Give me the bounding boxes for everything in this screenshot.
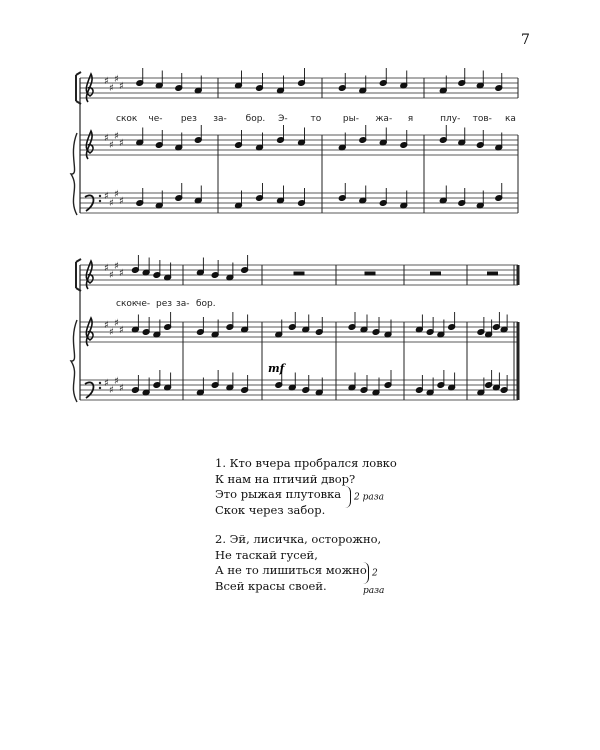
- lyric-syllable: че-: [136, 299, 151, 309]
- whole-rest-icon: [365, 272, 375, 275]
- verse-line: 2. Эй, лисичка, осторожно,: [215, 532, 382, 546]
- whole-rest-icon: [431, 272, 441, 275]
- sharp-icon: ♯: [114, 261, 119, 272]
- lyric-syllable: бор.: [245, 114, 266, 124]
- verse-line: Скок через забор.: [215, 502, 326, 517]
- piano-brace: [71, 133, 77, 215]
- dynamic-marking: mf: [268, 362, 285, 375]
- sharp-icon: ♯: [109, 198, 114, 209]
- lyric-syllable: тов-: [472, 114, 492, 124]
- lyric-syllable: скок: [116, 299, 138, 309]
- sharp-icon: ♯: [104, 320, 109, 331]
- whole-rest-icon: [488, 272, 498, 275]
- sharp-icon: ♯: [114, 131, 119, 142]
- lyric-syllable: плу-: [440, 114, 461, 124]
- verses-block: [215, 456, 397, 608]
- brace-icon: [345, 486, 351, 508]
- bass-clef-dot: [99, 200, 101, 202]
- verse-1: [215, 456, 397, 518]
- lyric-syllable: за-: [213, 114, 227, 124]
- verse-line: 1. Кто вчера пробрался ловко: [215, 456, 397, 470]
- sharp-icon: ♯: [109, 385, 114, 396]
- lyrics-system-2: [116, 299, 216, 309]
- sharp-icon: ♯: [104, 133, 109, 144]
- bass-clef-dot: [99, 195, 101, 197]
- sharp-icon: ♯: [109, 83, 114, 94]
- lyric-syllable: че-: [148, 114, 163, 124]
- lyric-syllable: рез: [156, 299, 173, 309]
- sharp-icon: ♯: [104, 191, 109, 202]
- sharp-icon: ♯: [109, 140, 114, 151]
- verse-line: Это рыжая плутовка: [215, 487, 342, 501]
- lyric-syllable: я: [407, 114, 414, 124]
- sharp-icon: ♯: [104, 263, 109, 274]
- verse-line: А не то лишиться можно: [215, 563, 367, 577]
- brace-icon: [363, 562, 369, 584]
- lyric-syllable: бор.: [196, 299, 216, 309]
- sharp-icon: ♯: [119, 196, 124, 207]
- sharp-icon: ♯: [119, 268, 124, 279]
- sharp-icon: ♯: [109, 270, 114, 281]
- lyric-syllable: рез: [180, 114, 197, 124]
- whole-rest-icon: [294, 272, 304, 275]
- verse-line: К нам на птичий двор?: [215, 471, 356, 486]
- sharp-icon: ♯: [114, 318, 119, 329]
- verse-line: Всей красы своей.: [215, 578, 327, 593]
- sharp-icon: ♯: [114, 189, 119, 200]
- repeat-label: 2 раза: [354, 492, 384, 503]
- lyrics-system-1: [116, 114, 516, 124]
- lyric-syllable: жа-: [375, 114, 393, 124]
- lyric-syllable: Э-: [278, 114, 288, 124]
- page-number: 7: [521, 32, 530, 48]
- piano-brace: [71, 320, 77, 402]
- sharp-icon: ♯: [114, 74, 119, 85]
- lyric-syllable: то: [310, 114, 322, 124]
- sharp-icon: ♯: [114, 376, 119, 387]
- sharp-icon: ♯: [109, 327, 114, 338]
- lyric-syllable: за-: [176, 299, 190, 309]
- lyric-syllable: ры-: [342, 114, 359, 124]
- sharp-icon: ♯: [104, 76, 109, 87]
- sharp-icon: ♯: [119, 81, 124, 92]
- sharp-icon: ♯: [119, 325, 124, 336]
- bass-clef-dot: [99, 382, 101, 384]
- sharp-icon: ♯: [119, 383, 124, 394]
- sharp-icon: ♯: [104, 378, 109, 389]
- repeat-marker: [345, 486, 384, 508]
- verse-line: Не таскай гусей,: [215, 547, 318, 562]
- repeat-marker: [363, 562, 397, 600]
- lyric-syllable: ка: [505, 114, 516, 124]
- bass-clef-dot: [99, 387, 101, 389]
- verse-2: [215, 532, 397, 594]
- lyric-syllable: скок: [116, 114, 138, 124]
- staff-lines: [80, 78, 518, 400]
- sharp-icon: ♯: [119, 138, 124, 149]
- clefs: [85, 74, 101, 398]
- repeat-label: 2 раза: [363, 568, 385, 596]
